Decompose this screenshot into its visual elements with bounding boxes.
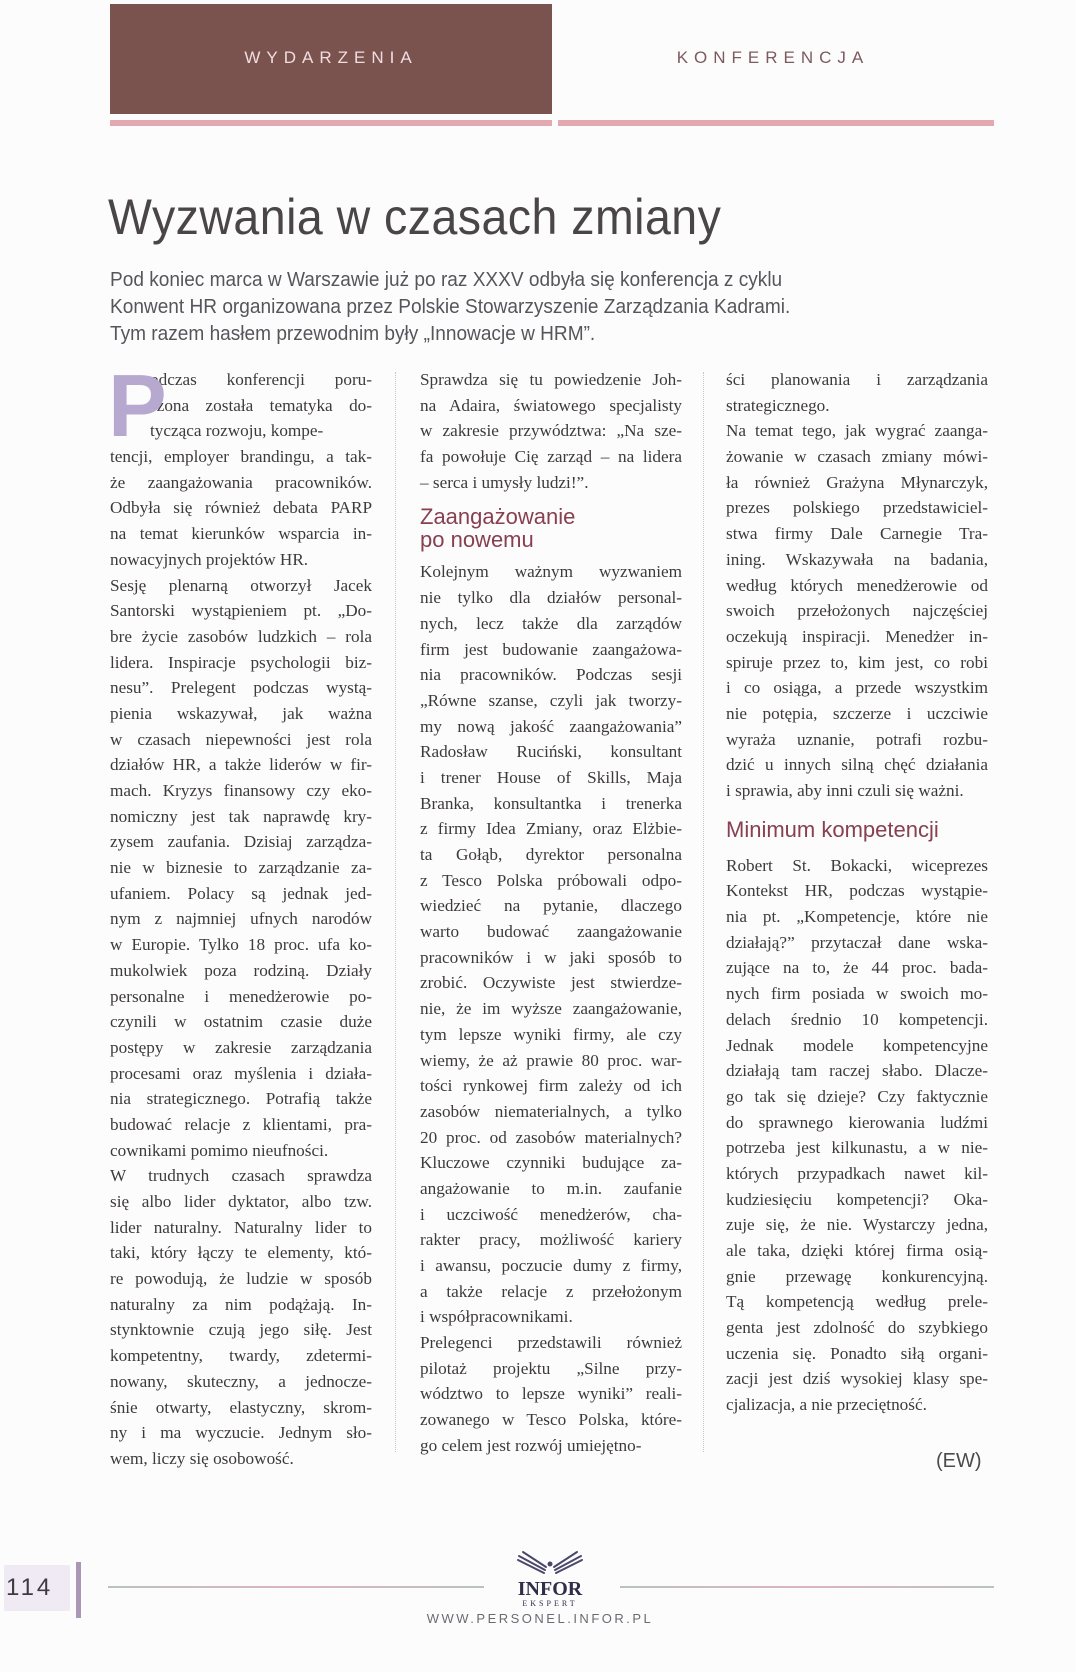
text-line: go celem jest rozwój umiejętno- — [420, 1435, 642, 1455]
logo-subtitle: EKSPERT — [522, 1599, 578, 1608]
text-line: nia pracowników. Podczas sesji — [420, 665, 682, 685]
text-line: i awansu, poczucie dumy z firmy, — [420, 1256, 682, 1275]
text-line: gnie przewagę konkurencyjną. — [726, 1266, 988, 1286]
text-line: zrobić. Oczywiste jest stwierdze- — [420, 973, 682, 993]
text-line: ła również Grażyna Młynarczyk, — [726, 472, 988, 492]
text-line: według których menedżerowie od — [726, 575, 988, 595]
text-line: działają?” przytaczał dane wska- — [726, 932, 988, 952]
text-line: tości rynkowej firm zależy od ich — [420, 1076, 682, 1096]
text-line: zowanego w Tesco Polska, które- — [420, 1410, 682, 1430]
text-line: wództwo to lepsze wyniki” reali- — [420, 1384, 682, 1404]
text-line: Odbyła się również debata PARP — [110, 498, 372, 518]
text-line: – serca i umysły ludzi!”. — [420, 472, 589, 492]
text-line: pilotaż projektu „Silne przy- — [420, 1358, 682, 1378]
text-line: delach średnio 10 kompetencji. — [726, 1009, 988, 1029]
text-line: wem, liczy się osobowość. — [110, 1448, 294, 1468]
text-line: budować relacje z klientami, pra- — [110, 1114, 372, 1134]
text-line: na temat kierunków wsparcia in- — [110, 524, 372, 544]
text-line: i uczciwość menedżerów, cha- — [420, 1204, 682, 1224]
text-line: śnie otwarty, elastyczny, skrom- — [110, 1397, 372, 1417]
text-line: zysem zaufania. Dzisiaj zarządza- — [110, 832, 372, 852]
footer-rule-left — [108, 1586, 484, 1588]
text-line: cownikami pomimo nieufności. — [110, 1140, 329, 1160]
text-line: działają tam raczej słabo. Dlacze- — [726, 1061, 988, 1081]
text-line: rakter pracy, możliwość kariery — [420, 1230, 682, 1250]
page-number: 114 — [6, 1574, 54, 1601]
intro-paragraph — [108, 356, 372, 455]
text-line: postępy w zakresie zarządzania — [110, 1037, 372, 1057]
lead-line: Konwent HR organizowana przez Polskie Stowarzyszenie Zarządzania Kadrami. — [110, 295, 791, 318]
text-line: Radosław Ruciński, konsultant — [420, 742, 682, 762]
text-line: których przypadkach nawet kil- — [726, 1163, 988, 1183]
text-line: naturalny za nim podążają. In- — [110, 1294, 372, 1314]
text-line: oczekują inspiracji. Menedżer in- — [726, 626, 988, 646]
text-line: Kluczowe czynniki budujące za- — [420, 1153, 682, 1173]
text-line: Kolejnym ważnym wyzwaniem — [420, 562, 682, 582]
text-line: lider naturalny. Naturalny lider to — [110, 1217, 372, 1237]
text-line: nych firm posiada w swoich mo- — [726, 984, 988, 1004]
text-line: zujące na to, że 44 proc. bada- — [726, 958, 988, 978]
text-line: szona została tematyka do- — [150, 395, 372, 415]
text-line: nym z najmniej ufnych narodów — [110, 909, 372, 929]
text-line: ny i ma wyczucie. Jednym sło- — [110, 1423, 372, 1443]
text-line: Sesję plenarną otworzył Jacek — [110, 575, 372, 595]
text-line: tym lepsze wyniki firmy, ale czy — [420, 1024, 682, 1044]
text-line: ta Gołąb, dyrektor personalna — [420, 845, 682, 864]
text-line: Tą kompetencją według prele- — [726, 1292, 988, 1312]
text-line: wiedzieć na pytanie, dlaczego — [420, 896, 682, 916]
subheading-line: po nowemu — [420, 527, 534, 553]
text-line: mach. Kryzys finansowy czy eko- — [110, 781, 372, 800]
text-line: warto budować zaangażowanie — [420, 922, 682, 942]
header-rule-left — [110, 120, 552, 126]
text-line: tencji, employer brandingu, a tak- — [110, 447, 372, 467]
article-column-3 — [726, 367, 988, 1418]
text-line: spiruje przez to, kim jest, co robi — [726, 652, 988, 672]
text-line: personalne i menedżerowie po- — [110, 986, 372, 1006]
text-line: czynili w ostatnim czasie duże — [110, 1012, 372, 1032]
text-line: nie potępia, szczerze i uczciwie — [726, 703, 988, 723]
text-line: Robert St. Bokacki, wiceprezes — [726, 855, 988, 875]
text-line: procesami oraz myślenia i działa- — [110, 1063, 372, 1083]
text-line: zasobów niematerialnych, a tylko — [420, 1101, 682, 1121]
text-line: nia pt. „Kompetencje, które nie — [726, 907, 988, 927]
text-line: prezes polskiego przedstawiciel- — [726, 498, 988, 518]
text-line: i co osiąga, a przede wszystkim — [726, 678, 988, 698]
text-line: i trener House of Skills, Maja — [420, 767, 682, 787]
article-lead — [110, 266, 947, 347]
category-label: KONFERENCJA — [676, 48, 870, 67]
logo-name: INFOR — [517, 1578, 583, 1600]
text-line: a także relacje z przełożonym — [420, 1281, 682, 1301]
text-line: ining. Wskazywała na badania, — [726, 549, 988, 569]
text-line: w czasach niepewności jest rola — [110, 729, 372, 749]
text-line: Santorski wystąpieniem pt. „Do- — [110, 601, 372, 621]
text-line: na Adaira, światowego specjalisty — [420, 395, 682, 415]
text-line: mukolwiek poza rodziną. Działy — [110, 960, 372, 980]
section-banner — [110, 4, 552, 114]
text-line: kudziesięciu kompetencji? Oka- — [726, 1189, 988, 1209]
text-line: W trudnych czasach sprawdza — [110, 1166, 372, 1186]
text-line: ale taka, dzięki której firma osią- — [726, 1241, 988, 1260]
article-column-1 — [108, 356, 372, 1472]
text-line: stwa firmy Dale Carnegie Tra- — [726, 524, 988, 544]
text-line: zuje się, że nie. Wystarczy jedna, — [726, 1215, 988, 1235]
text-line: taki, który łączy te elementy, któ- — [110, 1243, 372, 1263]
footer-rule-right — [620, 1586, 994, 1588]
text-line: pracowników i w jaki sposób to — [420, 947, 682, 967]
lead-line: Tym razem hasłem przewodnim były „Innowacje w HRM”. — [110, 322, 596, 345]
section-label: WYDARZENIA — [244, 48, 418, 67]
page-number-bar — [76, 1562, 81, 1618]
header-rule-right — [558, 120, 994, 126]
text-line: Prelegenci przedstawili również — [420, 1333, 682, 1353]
text-line: zacji jest dziś wysokiej klasy spe- — [726, 1369, 988, 1389]
text-line: kompetentny, twardy, zdetermi- — [110, 1346, 372, 1366]
text-line: nomiczny jest tak naprawdę kry- — [110, 806, 372, 826]
text-line: i współpracownikami. — [420, 1307, 573, 1327]
text-line: pienia wskazywał, jak ważna — [110, 703, 372, 723]
footer-website-link[interactable]: WWW.PERSONEL.INFOR.PL — [426, 1611, 654, 1626]
text-line: nie, że im wyższe zaangażowanie, — [420, 999, 682, 1019]
article-column-2 — [420, 367, 682, 1459]
text-line: cjalizacja, a nie przeciętność. — [726, 1395, 927, 1415]
text-line: ufaniem. Polacy są jednak jed- — [110, 883, 372, 903]
text-line: Branka, konsultantka i trenerka — [420, 793, 682, 813]
text-line: nia strategicznego. Potrafią także — [110, 1089, 372, 1109]
text-line: „Równe szanse, czyli jak tworzy- — [420, 690, 682, 710]
text-line: potrzeba jest kilkunastu, a w nie- — [726, 1138, 988, 1158]
subheading-engagement — [420, 505, 682, 551]
text-line: nowacyjnych projektów HR. — [110, 549, 309, 569]
text-line: wiemy, że aż prawie 80 proc. war- — [420, 1050, 682, 1070]
text-line: dzić u innych silną chęć działania — [726, 755, 988, 775]
text-line: Na temat tego, jak wygrać zaanga- — [726, 421, 988, 441]
lead-line: Pod koniec marca w Warszawie już po raz XXXV odbyła się konferencja z cyklu — [110, 268, 783, 291]
text-line: w Europie. Tylko 18 proc. ufa ko- — [110, 935, 372, 955]
infor-logo[interactable] — [500, 1550, 600, 1608]
subheading-line: Zaangażowanie — [420, 504, 576, 530]
text-line: że zaangażowania pracowników. — [110, 472, 372, 492]
text-line: angażowanie to m.in. zaufanie — [420, 1178, 682, 1198]
column-divider — [703, 372, 704, 1452]
text-line: tycząca rozwoju, kompe- — [150, 421, 324, 441]
author-signature: (EW) — [936, 1450, 982, 1472]
text-line: wyraża uznanie, potrafi rozbu- — [726, 729, 988, 749]
column-divider — [395, 372, 396, 1452]
text-line: bre życie zasobów ludzkich – rola — [110, 626, 372, 646]
text-line: Jednak modele kompetencyjne — [726, 1035, 988, 1055]
text-line: odczas konferencji poru- — [150, 370, 372, 389]
text-line: i sprawia, aby inni czuli się ważni. — [726, 781, 964, 800]
subheading-competencies: Minimum kompetencji — [726, 816, 939, 842]
text-line: w zakresie przywództwa: „Na sze- — [420, 421, 682, 441]
text-line: uczenia się. Ponadto siłą organi- — [726, 1343, 988, 1363]
text-line: nie tylko dla działów personal- — [420, 588, 682, 608]
text-line: genta jest zdolność do szybkiego — [726, 1318, 988, 1338]
text-line: nie w biznesie to zarządzanie za- — [110, 858, 372, 878]
text-line: nych, lecz także dla zarządów — [420, 613, 682, 633]
text-line: nesu”. Prelegent podczas wystą- — [110, 678, 372, 698]
text-line: firm jest budowanie zaangażowa- — [420, 639, 682, 659]
text-line: działów HR, a także liderów w fir- — [110, 755, 372, 775]
text-line: fa powołuje Cię zarząd – na lidera — [420, 447, 682, 467]
text-line: re powodują, że ludzie w sposób — [110, 1269, 372, 1289]
text-line: swoich przełożonych najczęściej — [726, 601, 988, 621]
text-line: stynktownie czują jego siłę. Jest — [110, 1320, 372, 1340]
text-line: go tak się dzieje? Czy faktycznie — [726, 1086, 988, 1106]
text-line: z Tesco Polska próbowali odpo- — [420, 870, 682, 890]
text-line: my nową jakość zaangażowania” — [420, 716, 682, 736]
text-line: lidera. Inspiracje psychologii biz- — [110, 652, 372, 672]
text-line: Kontekst HR, podczas wystąpie- — [726, 881, 988, 901]
text-line: do sprawnego kierowania ludźmi — [726, 1112, 988, 1132]
text-line: strategicznego. — [726, 395, 830, 415]
drop-cap: P — [108, 356, 167, 455]
text-line: z firmy Idea Zmiany, oraz Elżbie- — [420, 819, 682, 839]
text-line: się albo lider dyktator, albo tzw. — [110, 1192, 372, 1211]
text-line: Sprawdza się tu powiedzenie Joh- — [420, 370, 682, 389]
text-line: 20 proc. od zasobów materialnych? — [420, 1127, 682, 1147]
text-line: żowanie w czasach zmiany mówi- — [726, 447, 988, 467]
text-line: nowany, skuteczny, a jednocze- — [110, 1371, 372, 1391]
wings-icon — [515, 1550, 585, 1576]
text-line: ści planowania i zarządzania — [726, 370, 988, 389]
article-title: Wyzwania w czasach zmiany — [108, 189, 722, 245]
